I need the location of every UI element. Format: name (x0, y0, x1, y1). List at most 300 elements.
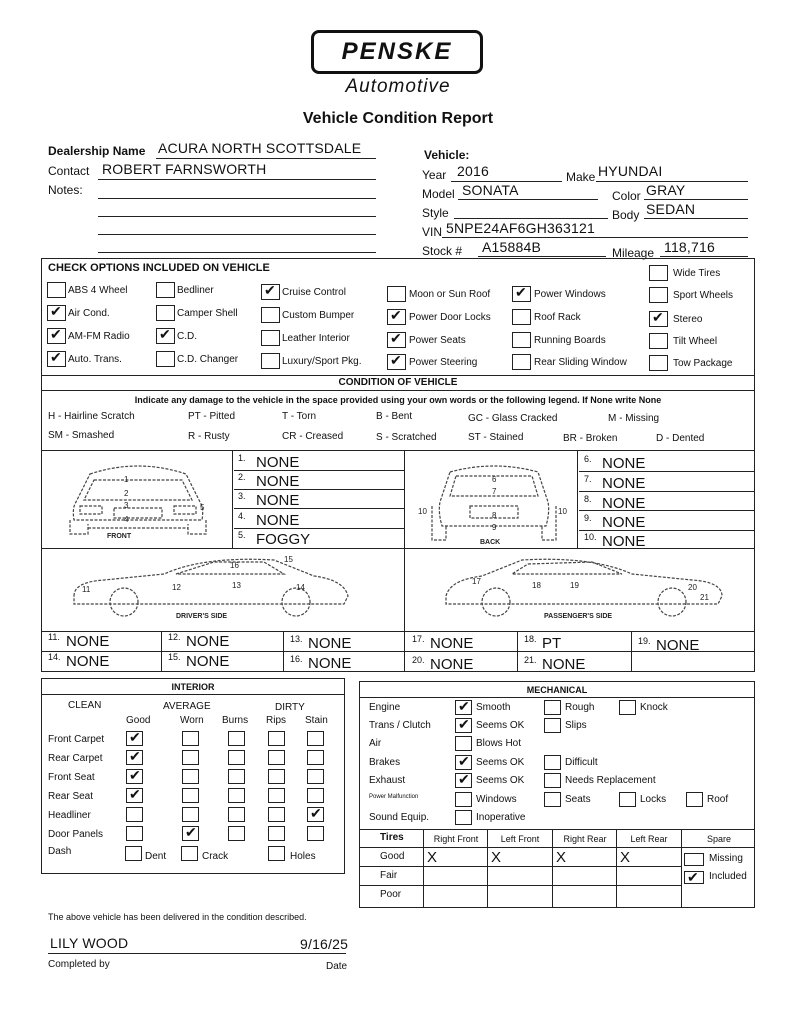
legend-item: B - Bent (376, 411, 413, 422)
option-label: Auto. Trans. (68, 354, 122, 365)
option-checkbox[interactable] (649, 355, 668, 371)
option-checkbox[interactable] (512, 286, 531, 302)
mechanical-option-label: Seems OK (476, 775, 525, 786)
legend-item: S - Scratched (376, 432, 437, 443)
damage-number: 10. (584, 532, 597, 542)
option-label: Power Windows (534, 289, 606, 300)
option-checkbox[interactable] (261, 307, 280, 323)
spare-option-label: Included (709, 871, 747, 882)
option-checkbox[interactable] (47, 351, 66, 367)
option-label: Moon or Sun Roof (409, 289, 491, 300)
mechanical-checkbox[interactable] (455, 736, 472, 751)
damage-number: 16. (290, 654, 303, 664)
option-label: Power Seats (409, 335, 466, 346)
option-label: Leather Interior (282, 333, 350, 344)
damage-value[interactable]: NONE (602, 514, 646, 531)
interior-checkbox[interactable] (182, 769, 199, 784)
svg-text:21: 21 (700, 593, 709, 602)
dash-label: Dash (48, 846, 72, 857)
damage-value[interactable]: NONE (308, 655, 352, 672)
interior-row-label: Headliner (48, 810, 91, 821)
mechanical-option-label: Rough (565, 702, 595, 713)
interior-checkbox[interactable] (268, 807, 285, 822)
svg-text:9: 9 (492, 523, 497, 532)
year-label: Year (422, 168, 447, 182)
damage-number: 17. (412, 634, 425, 644)
divider (232, 450, 233, 548)
option-label: Roof Rack (534, 312, 581, 323)
options-heading: CHECK OPTIONS INCLUDED ON VEHICLE (48, 262, 270, 274)
damage-value[interactable]: NONE (430, 656, 474, 673)
mechanical-checkbox[interactable] (455, 700, 472, 715)
option-checkbox[interactable] (649, 333, 668, 349)
damage-number: 6. (584, 454, 592, 464)
car-passenger-side-diagram (432, 552, 732, 622)
divider (423, 829, 424, 908)
interior-checkbox[interactable] (268, 769, 285, 784)
damage-value[interactable]: FOGGY (256, 531, 311, 548)
interior-checkbox[interactable] (307, 826, 324, 841)
option-label: Power Door Locks (409, 312, 491, 323)
mileage-label: Mileage (612, 246, 655, 260)
mechanical-row-label: Exhaust (369, 775, 406, 786)
divider (41, 450, 755, 451)
interior-checkbox[interactable] (268, 826, 285, 841)
svg-text:4: 4 (124, 515, 129, 524)
mechanical-option-label: Smooth (476, 702, 511, 713)
tire-good-mark[interactable]: X (556, 849, 567, 866)
page-title: Vehicle Condition Report (302, 110, 494, 127)
contact-line (98, 179, 376, 180)
notes-line (98, 198, 376, 199)
interior-row-label: Front Carpet (48, 734, 105, 745)
dash-option-label: Holes (290, 851, 316, 862)
front-view-label: FRONT (107, 533, 132, 540)
legend-item: D - Dented (656, 433, 705, 444)
damage-value[interactable]: NONE (308, 635, 352, 652)
divider (359, 847, 755, 848)
option-label: Tow Package (673, 358, 733, 369)
mechanical-checkbox[interactable] (455, 718, 472, 733)
damage-value[interactable]: NONE (656, 637, 700, 654)
damage-number: 15. (168, 652, 181, 662)
interior-checkbox[interactable] (228, 826, 245, 841)
mechanical-option-label: Knock (640, 702, 668, 713)
option-label: Wide Tires (673, 268, 721, 279)
damage-value[interactable]: NONE (602, 475, 646, 492)
tires-col-label: Left Rear (630, 834, 668, 844)
driver-view-label: DRIVER'S SIDE (176, 613, 228, 620)
dash-checkbox[interactable] (125, 846, 142, 861)
damage-number: 4. (238, 511, 246, 521)
mechanical-option-label: Difficult (565, 757, 598, 768)
divider (616, 829, 617, 908)
car-back-diagram (414, 462, 574, 548)
option-checkbox[interactable] (261, 284, 280, 300)
mechanical-checkbox[interactable] (686, 792, 703, 807)
brand-text: PENSKE (341, 38, 453, 65)
interior-checkbox[interactable] (268, 731, 285, 746)
year-value: 2016 (457, 163, 489, 179)
mechanical-option-label: Locks (640, 794, 667, 805)
dealership-label: Dealership Name (48, 144, 146, 158)
damage-number: 11. (48, 632, 60, 642)
option-checkbox[interactable] (649, 311, 668, 327)
mechanical-option-label: Needs Replacement (565, 775, 656, 786)
damage-number: 19. (638, 636, 651, 646)
mechanical-checkbox[interactable] (455, 810, 472, 825)
mechanical-option-label: Blows Hot (476, 738, 522, 749)
damage-number: 9. (584, 513, 592, 523)
svg-text:10: 10 (418, 507, 427, 516)
option-label: Air Cond. (68, 308, 110, 319)
damage-value[interactable]: NONE (602, 455, 646, 472)
interior-checkbox[interactable] (126, 826, 143, 841)
notes-label: Notes: (48, 183, 83, 197)
interior-checkbox[interactable] (228, 769, 245, 784)
mechanical-checkbox[interactable] (455, 792, 472, 807)
color-line (644, 199, 748, 200)
color-value: GRAY (646, 182, 686, 198)
model-line (458, 199, 598, 200)
dealership-value: ACURA NORTH SCOTTSDALE (158, 140, 362, 156)
mechanical-checkbox[interactable] (455, 773, 472, 788)
option-label: Stereo (673, 314, 703, 325)
divider (552, 829, 553, 908)
svg-text:5: 5 (200, 503, 205, 512)
mechanical-option-label: Slips (565, 720, 587, 731)
model-label: Model (422, 187, 455, 201)
interior-checkbox[interactable] (182, 731, 199, 746)
damage-value[interactable]: NONE (542, 656, 586, 673)
mechanical-row-label: Trans / Clutch (369, 720, 431, 731)
dash-checkbox[interactable] (181, 846, 198, 861)
interior-col-label: Stain (305, 715, 328, 726)
tires-row-label: Fair (380, 870, 398, 881)
divider (41, 390, 755, 391)
svg-text:3: 3 (124, 501, 129, 510)
option-checkbox[interactable] (649, 287, 668, 303)
damage-value[interactable]: NONE (186, 633, 230, 650)
penske-logo (311, 30, 483, 74)
divider (517, 631, 518, 672)
divider (41, 694, 345, 695)
damage-number: 12. (168, 632, 181, 642)
make-label: Make (566, 170, 596, 184)
style-label: Style (422, 206, 449, 220)
model-value: SONATA (462, 182, 519, 198)
mechanical-checkbox[interactable] (455, 755, 472, 770)
dash-option-label: Crack (202, 851, 229, 862)
mechanical-checkbox[interactable] (544, 773, 561, 788)
interior-checkbox[interactable] (307, 731, 324, 746)
body-value: SEDAN (646, 201, 696, 217)
option-checkbox[interactable] (156, 351, 175, 367)
tires-col-label: Right Front (433, 834, 479, 844)
stock-value: A15884B (482, 239, 542, 255)
option-checkbox[interactable] (387, 332, 406, 348)
mechanical-row-label: Power Malfunction (369, 794, 419, 800)
option-checkbox[interactable] (47, 328, 66, 344)
damage-value[interactable]: NONE (602, 495, 646, 512)
interior-checkbox[interactable] (126, 769, 143, 784)
option-checkbox[interactable] (512, 332, 531, 348)
legend-item: PT - Pitted (188, 411, 236, 422)
interior-checkbox[interactable] (268, 750, 285, 765)
interior-group-label: AVERAGE (163, 701, 211, 712)
divider (359, 885, 681, 886)
svg-text:10: 10 (558, 507, 567, 516)
divider (404, 450, 405, 672)
interior-checkbox[interactable] (126, 750, 143, 765)
option-label: Camper Shell (177, 308, 238, 319)
mechanical-checkbox[interactable] (619, 792, 636, 807)
mechanical-row-label: Brakes (369, 757, 401, 768)
contact-value: ROBERT FARNSWORTH (102, 161, 267, 177)
damage-value[interactable]: NONE (66, 633, 110, 650)
condition-heading: CONDITION OF VEHICLE (338, 377, 458, 388)
notes-line (98, 252, 376, 253)
interior-checkbox[interactable] (228, 788, 245, 803)
interior-checkbox[interactable] (228, 750, 245, 765)
interior-heading: INTERIOR (171, 682, 215, 692)
make-value: HYUNDAI (598, 163, 663, 179)
option-checkbox[interactable] (387, 354, 406, 370)
tire-good-mark[interactable]: X (427, 849, 438, 866)
option-checkbox[interactable] (261, 353, 280, 369)
damage-value[interactable]: NONE (256, 454, 300, 471)
interior-col-label: Rips (266, 715, 287, 726)
interior-row-label: Front Seat (48, 772, 95, 783)
color-label: Color (612, 189, 641, 203)
tires-col-label: Right Rear (563, 834, 607, 844)
interior-checkbox[interactable] (307, 750, 324, 765)
damage-number: 14. (48, 652, 61, 662)
option-label: Tilt Wheel (673, 336, 718, 347)
svg-text:18: 18 (532, 581, 541, 590)
vin-label: VIN (422, 225, 443, 239)
interior-checkbox[interactable] (182, 826, 199, 841)
body-label: Body (612, 208, 640, 222)
stock-label: Stock # (422, 244, 463, 258)
svg-text:6: 6 (492, 475, 497, 484)
divider (41, 651, 755, 652)
option-checkbox[interactable] (387, 286, 406, 302)
svg-text:14: 14 (296, 583, 305, 592)
damage-number: 1. (238, 453, 246, 463)
legend-item: H - Hairline Scratch (48, 411, 135, 422)
option-checkbox[interactable] (47, 282, 66, 298)
interior-checkbox[interactable] (182, 750, 199, 765)
legend-item: SM - Smashed (48, 430, 115, 441)
divider (161, 631, 162, 672)
divider (41, 631, 755, 632)
mechanical-checkbox[interactable] (544, 700, 561, 715)
interior-checkbox[interactable] (307, 788, 324, 803)
mechanical-heading: MECHANICAL (526, 685, 588, 695)
tires-col-label: Spare (706, 834, 732, 844)
damage-number: 7. (584, 474, 592, 484)
spare-checkbox[interactable] (684, 871, 704, 884)
body-line (644, 218, 748, 219)
mechanical-row-label: Sound Equip. (369, 812, 430, 823)
option-checkbox[interactable] (649, 265, 668, 281)
divider (487, 829, 488, 908)
svg-text:11: 11 (82, 585, 91, 594)
tire-good-mark[interactable]: X (491, 849, 502, 866)
interior-group-label: DIRTY (275, 702, 305, 713)
option-label: Power Steering (409, 357, 478, 368)
svg-text:17: 17 (472, 577, 481, 586)
interior-checkbox[interactable] (268, 788, 285, 803)
spare-checkbox[interactable] (684, 853, 704, 866)
interior-group-label: CLEAN (68, 700, 102, 711)
tires-heading: Tires (380, 832, 404, 843)
date-label: Date (326, 961, 348, 972)
option-checkbox[interactable] (156, 305, 175, 321)
vin-line (442, 237, 748, 238)
mechanical-checkbox[interactable] (544, 718, 561, 733)
legend-item: BR - Broken (563, 433, 618, 444)
damage-value[interactable]: NONE (256, 492, 300, 509)
mechanical-checkbox[interactable] (544, 792, 561, 807)
interior-checkbox[interactable] (307, 807, 324, 822)
option-checkbox[interactable] (47, 305, 66, 321)
option-label: Sport Wheels (673, 290, 734, 301)
mechanical-option-label: Roof (707, 794, 729, 805)
option-checkbox[interactable] (512, 309, 531, 325)
option-label: Cruise Control (282, 287, 346, 298)
svg-text:1: 1 (124, 475, 129, 484)
damage-value[interactable]: NONE (256, 512, 300, 529)
svg-text:12: 12 (172, 583, 181, 592)
stock-line (478, 256, 606, 257)
interior-checkbox[interactable] (307, 769, 324, 784)
mechanical-row-label: Air (369, 738, 382, 749)
damage-value[interactable]: PT (542, 635, 562, 652)
tires-col-label: Left Front (500, 834, 540, 844)
option-label: Running Boards (534, 335, 606, 346)
divider (41, 548, 755, 549)
interior-checkbox[interactable] (182, 788, 199, 803)
notes-line (98, 216, 376, 217)
divider (359, 697, 755, 698)
interior-row-label: Rear Seat (48, 791, 94, 802)
damage-value[interactable]: NONE (602, 533, 646, 550)
vin-value: 5NPE24AF6GH363121 (446, 220, 595, 236)
interior-row-label: Door Panels (48, 829, 104, 840)
dash-option-label: Dent (145, 851, 167, 862)
damage-number: 2. (238, 472, 246, 482)
svg-text:13: 13 (232, 581, 241, 590)
dealership-line (156, 158, 376, 159)
option-label: C.D. Changer (177, 354, 239, 365)
legend-item: T - Torn (282, 411, 317, 422)
divider (283, 631, 284, 672)
passenger-view-label: PASSENGER'S SIDE (544, 613, 613, 620)
option-checkbox[interactable] (156, 328, 175, 344)
option-label: AM-FM Radio (68, 331, 130, 342)
interior-col-label: Good (126, 715, 151, 726)
option-label: Bedliner (177, 285, 214, 296)
condition-instruction: Indicate any damage to the vehicle in the space provided using your own words or the following legend. If None write None (134, 395, 662, 405)
mileage-line (660, 256, 748, 257)
damage-value[interactable]: NONE (430, 635, 474, 652)
completed-by-line (48, 953, 346, 954)
option-label: ABS 4 Wheel (68, 285, 128, 296)
interior-checkbox[interactable] (228, 807, 245, 822)
sub-brand-text: Automotive (345, 76, 451, 97)
legend-item: M - Missing (608, 413, 660, 424)
svg-text:19: 19 (570, 581, 579, 590)
option-checkbox[interactable] (387, 309, 406, 325)
option-checkbox[interactable] (512, 354, 531, 370)
interior-checkbox[interactable] (126, 731, 143, 746)
interior-checkbox[interactable] (228, 731, 245, 746)
damage-number: 20. (412, 655, 425, 665)
divider (631, 631, 632, 672)
tire-good-mark[interactable]: X (620, 849, 631, 866)
damage-value[interactable]: NONE (186, 653, 230, 670)
svg-text:2: 2 (124, 489, 129, 498)
mileage-value: 118,716 (664, 239, 715, 255)
mechanical-option-label: Windows (476, 794, 517, 805)
interior-row-label: Rear Carpet (48, 753, 103, 764)
option-checkbox[interactable] (261, 330, 280, 346)
mechanical-row-label: Engine (369, 702, 401, 713)
style-line (454, 218, 608, 219)
contact-label: Contact (48, 164, 90, 178)
interior-checkbox[interactable] (126, 788, 143, 803)
damage-number: 3. (238, 491, 246, 501)
divider (681, 829, 682, 908)
damage-value[interactable]: NONE (66, 653, 110, 670)
damage-number: 13. (290, 634, 303, 644)
interior-checkbox[interactable] (126, 807, 143, 822)
divider (359, 829, 755, 830)
option-label: Luxury/Sport Pkg. (282, 356, 362, 367)
dash-checkbox[interactable] (268, 846, 285, 861)
legend-item: GC - Glass Cracked (468, 413, 558, 424)
completed-by-value: LILY WOOD (50, 935, 129, 951)
interior-col-label: Burns (222, 715, 249, 726)
completed-by-label: Completed by (48, 959, 110, 970)
vehicle-heading: Vehicle: (424, 148, 470, 162)
mechanical-option-label: Inoperative (476, 812, 526, 823)
interior-checkbox[interactable] (182, 807, 199, 822)
damage-number: 21. (524, 655, 537, 665)
divider (359, 866, 681, 867)
tires-row-label: Good (380, 851, 405, 862)
mechanical-option-label: Seats (565, 794, 591, 805)
option-label: Rear Sliding Window (534, 357, 627, 368)
mechanical-checkbox[interactable] (619, 700, 636, 715)
option-label: C.D. (177, 331, 197, 342)
damage-value[interactable]: NONE (256, 473, 300, 490)
legend-item: ST - Stained (468, 432, 524, 443)
option-label: Custom Bumper (282, 310, 355, 321)
option-checkbox[interactable] (156, 282, 175, 298)
damage-number: 18. (524, 634, 537, 644)
legend-item: R - Rusty (188, 431, 230, 442)
car-front-diagram (52, 462, 224, 546)
divider (577, 450, 578, 548)
svg-text:8: 8 (492, 511, 497, 520)
mechanical-option-label: Seems OK (476, 720, 525, 731)
back-view-label: BACK (480, 539, 501, 546)
interior-col-label: Worn (180, 715, 204, 726)
mechanical-checkbox[interactable] (544, 755, 561, 770)
